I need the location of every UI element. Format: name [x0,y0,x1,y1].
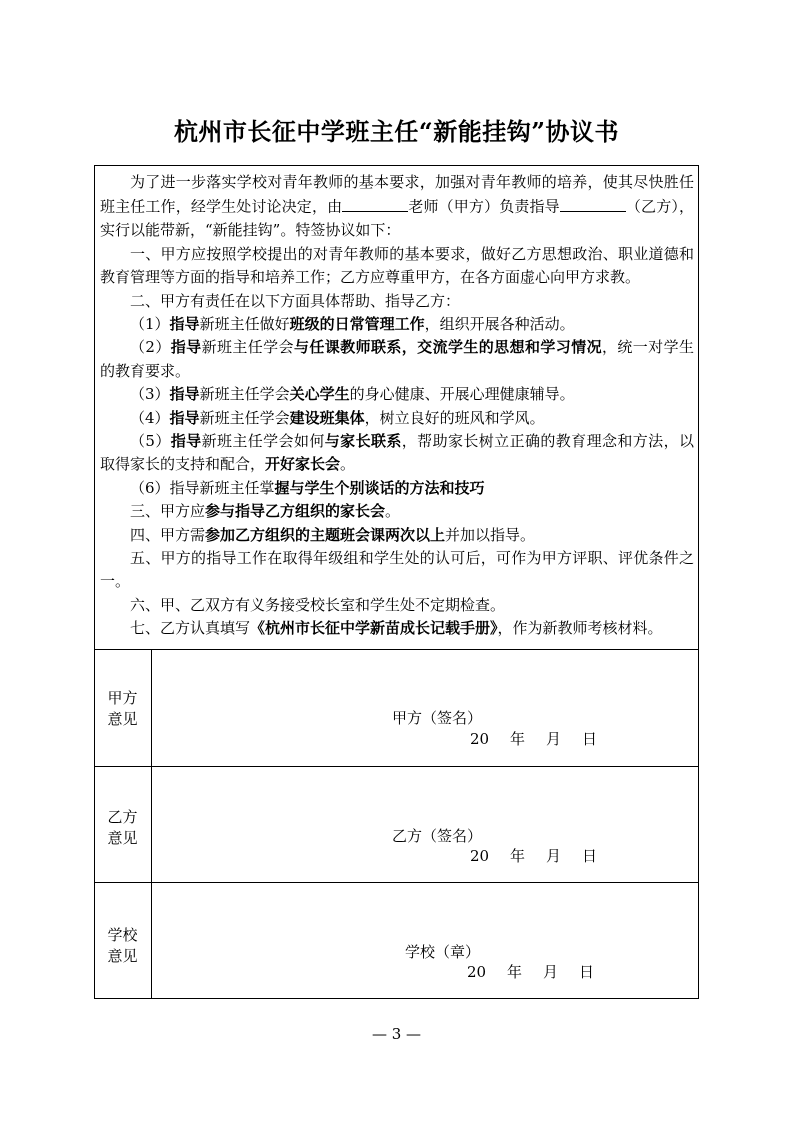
row-divider [94,766,699,767]
party-b-date[interactable]: 20 年 月 日 [470,847,598,865]
clause-3: 三、甲方应参与指导乙方组织的家长会。 [130,502,401,521]
subclause-5: （5）指导新班主任学会如何与家长联系，帮助家长树立正确的教育理念和方法，以取得家长的支持和配合，开好家长会。 [100,431,694,474]
document-title: 杭州市长征中学班主任“新能挂钩”协议书 [173,117,620,146]
party-a-opinion-label: 甲方 意见 [107,689,138,728]
school-opinion-label: 学校 意见 [107,926,138,965]
row-divider [94,649,699,650]
school-seal[interactable]: 学校（章） [405,943,481,961]
column-divider [151,649,152,999]
clause-6: 六、甲、乙双方有义务接受校长室和学生处不定期检查。 [130,595,506,614]
party-a-date[interactable]: 20 年 月 日 [470,730,598,748]
subclause-3: （3）指导新班主任学会关心学生的身心健康、开展心理健康辅导。 [130,385,575,404]
clause-4: 四、甲方需参加乙方组织的主题班会课两次以上并加以指导。 [130,525,536,544]
party-b-signature[interactable]: 乙方（签名） [392,827,483,845]
mentor-name-blank[interactable] [342,194,408,212]
intro-paragraph: 为了进一步落实学校对青年教师的基本要求，加强对青年教师的培养，使其尽快胜任班主任工作，经学生处讨论决定，由 老师（甲方）负责指导 （乙方），实行以能带新，“新能挂钩”。特签协议如下： [100,173,694,240]
clause-7: 七、乙方认真填写《杭州市长征中学新苗成长记载手册》，作为新教师考核材料。 [130,619,663,638]
mentee-name-blank[interactable] [560,194,626,212]
party-a-signature[interactable]: 甲方（签名） [392,709,483,727]
school-date[interactable]: 20 年 月 日 [467,963,595,981]
subclause-6: （6）指导新班主任掌握与学生个别谈话的方法和技巧 [130,478,485,497]
subclause-1: （1）指导新班主任做好班级的日常管理工作，组织开展各种活动。 [130,314,575,333]
clause-1: 一、甲方应按照学校提出的对青年教师的基本要求，做好乙方思想政治、职业道德和教育管理等方面的指导和培养工作；乙方应尊重甲方，在各方面虚心向甲方求教。 [100,244,694,287]
clause-2: 二、甲方有责任在以下方面具体帮助、指导乙方： [130,291,461,310]
row-divider [94,882,699,883]
agreement-body [100,171,694,641]
subclause-2: （2）指导新班主任学会与任课教师联系，交流学生的思想和学习情况，统一对学生的教育要求。 [100,338,694,380]
page-number: — 3 — [371,1025,422,1043]
party-b-opinion-label: 乙方 意见 [107,808,138,847]
clause-5: 五、甲方的指导工作在取得年级组和学生处的认可后，可作为甲方评职、评优条件之一。 [100,549,694,591]
subclause-4: （4）指导新班主任学会建设班集体，树立良好的班风和学风。 [130,408,545,427]
